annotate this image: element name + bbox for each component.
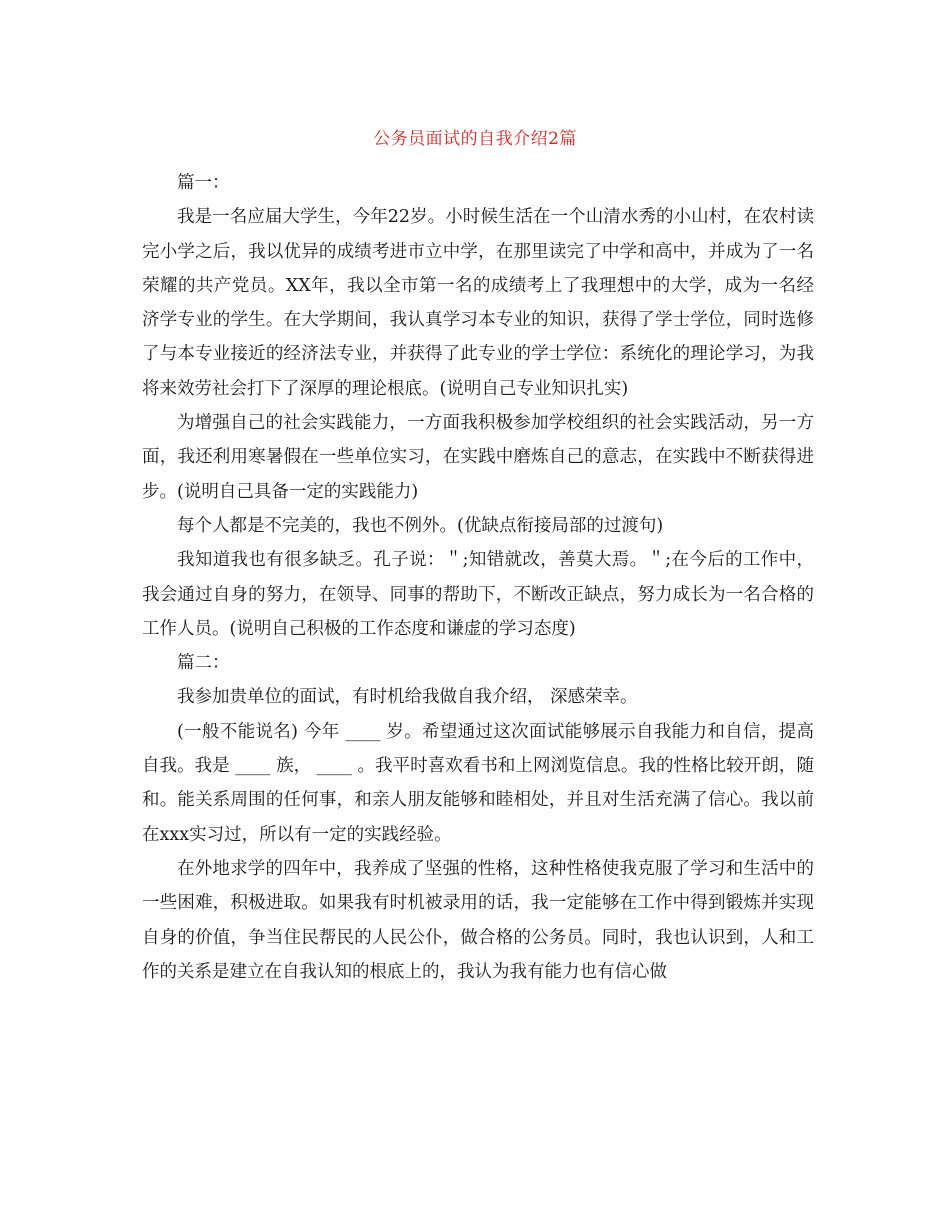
document-body <box>142 166 814 989</box>
paragraph: 为增强自己的社会实践能力，一方面我积极参加学校组织的社会实践活动，另一方面，我还利用寒暑假在一些单位实习，在实践中磨炼自己的意志，在实践中不断获得进步。(说明自己具备一定的实践能力) <box>142 413 814 502</box>
section-heading: 篇一： <box>177 173 230 193</box>
document-title: 公务员面试的自我介绍2篇 <box>373 129 577 149</box>
paragraph: 我知道我也有很多缺乏。孔子说：＂;知错就改，善莫大焉。＂;在今后的工作中，我会通过自身的努力，在领导、同事的帮助下，不断改正缺点，努力成长为一名合格的工作人员。(说明自己积极的工作态度和谦虚的学习态度) <box>142 550 814 639</box>
paragraph: 我参加贵单位的面试，有时机给我做自我介绍， 深感荣幸。 <box>177 687 638 708</box>
section-heading: 篇二： <box>177 653 230 674</box>
paragraph: 我是一名应届大学生，今年22岁。小时候生活在一个山清水秀的小山村，在农村读完小学之后，我以优异的成绩考进市立中学，在那里读完了中学和高中，并成为了一名荣耀的共产党员。XX年，我以全市第一名的成绩考上了我理想中的大学，成为一名经济学专业的学生。在大学期间，我认真学习本专业的知识，获得了学士学位，同时选修了与本专业接近的经济法专业，并获得了此专业的学士学位：系统化的理论学习，为我将来效劳社会打下了深厚的理论根底。(说明自己专业知识扎实) <box>142 207 814 399</box>
paragraph: 在外地求学的四年中，我养成了坚强的性格，这种性格使我克服了学习和生活中的一些困难，积极进取。如果我有时机被录用的话，我一定能够在工作中得到锻炼并实现自身的价值，争当住民帮民的人民公仆，做合格的公务员。同时，我也认识到，人和工作的关系是建立在自我认知的根底上的，我认为我有能力也有信心做 <box>142 858 814 982</box>
paragraph: (一般不能说名) 今年 ____ 岁。希望通过这次面试能够展示自我能力和自信，提高自我。我是 ____ 族， ____ 。我平时喜欢看书和上网浏览信息。我的性格比较开朗，随和。能关系周围的任何事，和亲人朋友能够和睦相处，并且对生活充满了信心。我以前在xxx实习过，所以有一定的实践经验。 <box>142 721 814 845</box>
paragraph: 每个人都是不完美的，我也不例外。(优缺点衔接局部的过渡句) <box>177 515 664 536</box>
